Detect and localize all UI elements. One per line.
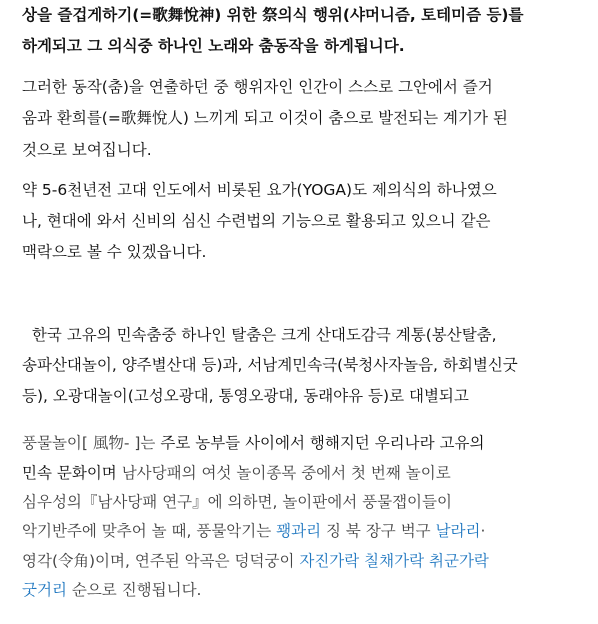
text-segment: 풍물놀이[ 風物- ]는	[22, 434, 161, 452]
paragraph-1-line-1	[22, 5, 523, 25]
text-line: 상을 즐겁게하기(=歌舞悅神) 위한 祭의식 행위(샤머니즘, 토테미즘 등)를	[22, 6, 524, 24]
paragraph-4-line-3	[22, 386, 469, 406]
paragraph-3-line-3	[22, 242, 206, 262]
text-line: 한국 고유의 민속춤중 하나인 탈춤은 크게 산대도감극 계통(봉산탈춤,	[22, 326, 497, 344]
text-line: 등), 오광대놀이(고성오광대, 통영오광대, 동래야유 등)로 대별되고	[22, 387, 469, 405]
garak-links[interactable]: 자진가락 칠채가락 취군가락	[299, 552, 489, 570]
paragraph-2-line-3	[22, 140, 152, 160]
text-segment: 남사당패의 여섯 놀이종목 중에서 첫 번째 놀이로	[121, 464, 451, 482]
text-line: 그러한 동작(춤)을 연출하던 중 행위자인 인간이 스스로 그안에서 즐거	[22, 78, 493, 96]
text-segment: ·	[480, 522, 486, 540]
paragraph-2-line-1	[22, 77, 493, 97]
text-segment: 순으로 진행됩니다.	[66, 581, 202, 599]
nallari-link[interactable]: 날라리	[435, 522, 481, 540]
paragraph-5-line-1	[22, 433, 484, 453]
text-line: 송파산대놀이, 양주별산대 등)과, 서남계민속극(북청사자놀음, 하회별신굿	[22, 356, 518, 374]
kkwaenggwari-link[interactable]: 꽹과리	[276, 522, 322, 540]
text-segment: 악기반주에 맞추어 놀 때, 풍물악기는	[22, 522, 277, 540]
text-segment: 주로 농부들 사이에서 행해지던 우리나라 고유의	[160, 434, 485, 452]
text-segment: 민속 문화이며	[22, 464, 122, 482]
text-segment: 심우성의『남사당패 연구』에 의하면, 놀이판에서 풍물잽이들이	[22, 493, 452, 511]
paragraph-5-line-3	[22, 492, 452, 512]
paragraph-5-line-6	[22, 580, 202, 600]
text-line: 맥락으로 볼 수 있겠읍니다.	[22, 243, 207, 261]
paragraph-4-line-1	[22, 325, 497, 345]
paragraph-1-line-2	[22, 36, 405, 56]
paragraph-2-line-2	[22, 108, 508, 128]
text-segment: 징 북 장구 벅구	[321, 522, 436, 540]
paragraph-3-line-1	[22, 180, 497, 200]
text-segment: 영각(令角)이며, 연주된 악곡은 덩덕궁이	[22, 552, 300, 570]
paragraph-5-line-2	[22, 463, 451, 483]
paragraph-3-line-2	[22, 211, 491, 231]
gutgeori-link[interactable]: 굿거리	[22, 581, 67, 599]
paragraph-5-line-5	[22, 551, 489, 571]
text-line: 움과 환희를(=歌舞悅人) 느끼게 되고 이것이 춤으로 발전되는 계기가 된	[22, 109, 508, 127]
text-line: 것으로 보여집니다.	[22, 141, 152, 159]
paragraph-4-line-2	[22, 355, 518, 375]
text-line: 약 5-6천년전 고대 인도에서 비롯된 요가(YOGA)도 제의식의 하나였으	[22, 181, 497, 199]
text-line: 하게되고 그 의식중 하나인 노래와 춤동작을 하게됩니다.	[22, 37, 405, 55]
paragraph-5-line-4	[22, 521, 485, 541]
text-line: 나, 현대에 와서 신비의 심신 수련법의 기능으로 활용되고 있으니 같은	[22, 212, 491, 230]
